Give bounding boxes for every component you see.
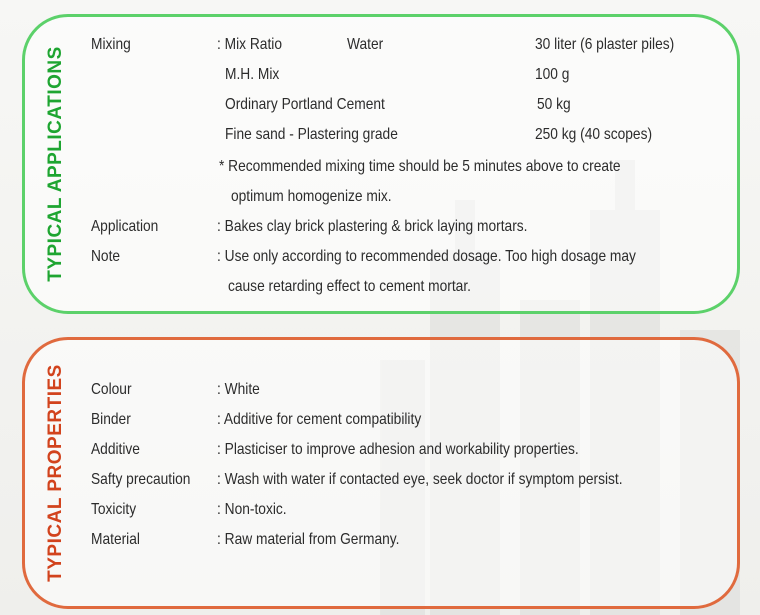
mix-qty: 250 kg (40 scopes) <box>535 126 653 143</box>
mix-item: Fine sand - Plastering grade <box>225 126 398 143</box>
properties-title: TYPICAL PROPERTIES <box>45 364 66 582</box>
property-label: Material <box>91 531 140 548</box>
mix-ratio-label: : Mix Ratio <box>217 36 282 53</box>
property-value: : Raw material from Germany. <box>217 531 400 548</box>
applications-panel <box>22 14 740 314</box>
mix-qty: 100 g <box>535 66 570 83</box>
mixing-label: Mixing <box>91 36 131 53</box>
properties-panel <box>22 337 740 609</box>
mixing-note-line1: * Recommended mixing time should be 5 minutes above to create <box>219 158 621 175</box>
mixing-note-line2: optimum homogenize mix. <box>231 188 392 205</box>
property-value: : Non-toxic. <box>217 501 287 518</box>
mix-item: Water <box>347 36 384 53</box>
applications-title-wrap <box>27 17 85 311</box>
note-label: Note <box>91 248 121 265</box>
property-label: Binder <box>91 411 131 428</box>
application-label: Application <box>91 218 159 235</box>
property-value: : Wash with water if contacted eye, seek doctor if symptom persist. <box>217 471 623 488</box>
mix-qty: 50 kg <box>537 96 571 113</box>
property-label: Additive <box>91 441 140 458</box>
note-value-line2: cause retarding effect to cement mortar. <box>228 278 471 295</box>
property-value: : Additive for cement compatibility <box>217 411 422 428</box>
property-label: Safty precaution <box>91 471 191 488</box>
applications-title: TYPICAL APPLICATIONS <box>45 46 66 282</box>
property-label: Colour <box>91 381 132 398</box>
properties-title-wrap <box>27 340 85 606</box>
property-label: Toxicity <box>91 501 137 518</box>
property-value: : Plasticiser to improve adhesion and workability properties. <box>217 441 579 458</box>
mix-item: Ordinary Portland Cement <box>225 96 385 113</box>
application-value: : Bakes clay brick plastering & brick laying mortars. <box>217 218 528 235</box>
mix-qty: 30 liter (6 plaster piles) <box>535 36 675 53</box>
property-value: : White <box>217 381 260 398</box>
note-value-line1: : Use only according to recommended dosage. Too high dosage may <box>217 248 636 265</box>
mix-item: M.H. Mix <box>225 66 280 83</box>
